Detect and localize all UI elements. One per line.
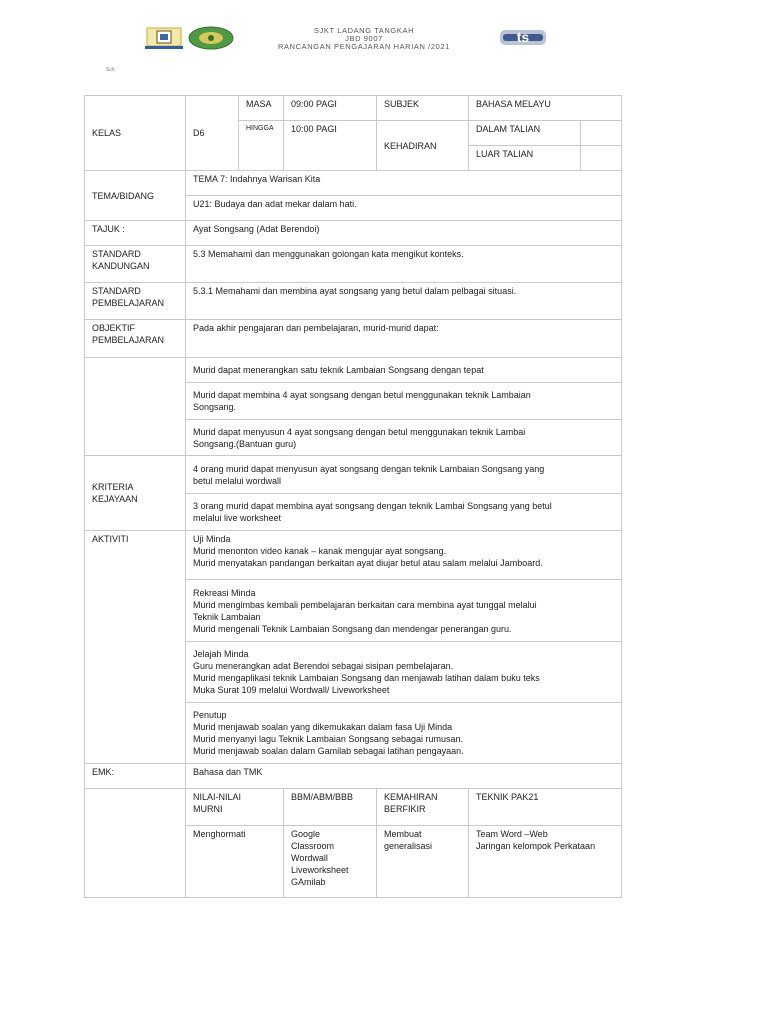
bbm-header: BBM/ABM/BBB: [284, 789, 377, 826]
state-crest-logo: [143, 26, 185, 50]
aktiviti-label: AKTIVITI: [85, 531, 186, 764]
bbm-line: Wordwall: [291, 853, 328, 863]
aktiviti-line: Murid menjawab soalan dalam Gamilab sebagai latihan pengayaan.: [193, 746, 464, 756]
bbm-line: Classroom: [291, 841, 335, 851]
aktiviti-line: Teknik Lambaian: [193, 611, 261, 622]
kriteria-label-line-2: KEJAYAAN: [92, 494, 138, 504]
aktiviti-line: Murid mengaplikasi teknik Lambaian Songsang dan menjawab latihan dalam buku teks: [193, 673, 540, 683]
objektif-spacer: [85, 358, 186, 456]
kriteria-label-line-1: KRITERIA: [92, 482, 134, 492]
sp-label-line-2: PEMBELAJARAN: [92, 298, 165, 308]
sk-label-line-2: KANDUNGAN: [92, 261, 150, 271]
teknik-line: Team Word –Web: [476, 829, 548, 839]
masa-value: 09:00 PAGI: [284, 96, 377, 121]
ministry-emblem-logo: [187, 25, 235, 51]
aktiviti-line: Murid mengimbas kembali pembelajaran berkaitan cara membina ayat tunggal melalui: [193, 599, 537, 610]
corner-mark: Sch: [106, 67, 115, 73]
objektif-label: [85, 320, 186, 358]
ts-logo: [500, 27, 546, 49]
tajuk-value: Ayat Songsang (Adat Berendoi): [186, 221, 622, 246]
aktiviti-section-penutup: [186, 703, 622, 764]
bbm-value: [284, 826, 377, 898]
subjek-value: BAHASA MELAYU: [469, 96, 622, 121]
teknik-pak21-value: [469, 826, 622, 898]
dalam-talian-label: DALAM TALIAN: [469, 121, 581, 146]
luar-talian-cell: [581, 146, 622, 171]
aktiviti-section-rekreasi-minda: [186, 580, 622, 642]
kriteria-item-2-line-2: melalui live worksheet: [193, 513, 282, 523]
standard-kandungan-label: [85, 246, 186, 283]
objektif-item-3-line-2: Songsang.(Bantuan guru): [193, 438, 297, 449]
objektif-item-2-line-1: Murid dapat membina 4 ayat songsang dengan betul menggunakan teknik Lambaian: [193, 390, 531, 400]
kriteria-item: [186, 456, 622, 494]
objektif-label-line-1: OBJEKTIF: [92, 323, 136, 333]
aktiviti-line: Murid menyanyi lagu Teknik Lambaian Songsang sebagai rumusan.: [193, 734, 463, 744]
sk-label-line-1: STANDARD: [92, 249, 141, 259]
objektif-item-2-line-2: Songsang.: [193, 402, 237, 412]
kemahiran-line: Membuat: [384, 829, 422, 839]
teknik-line: Jaringan kelompok Perkataan: [476, 841, 596, 851]
school-code: JBD 9007: [345, 34, 383, 43]
objektif-item: [186, 420, 622, 456]
kemahiran-berfikir-header: [377, 789, 469, 826]
lesson-plan-table: [84, 95, 622, 898]
kemahiran-line: generalisasi: [384, 841, 433, 851]
objektif-item: [186, 383, 622, 420]
kemahiran-berfikir-value: [377, 826, 469, 898]
nilai-murni-header: [186, 789, 284, 826]
kriteria-item-2-line-1: 3 orang murid dapat membina ayat songsang dengan teknik Lambai Songsang yang betul: [193, 501, 552, 511]
dalam-talian-cell: [581, 121, 622, 146]
aktiviti-line: Muka Surat 109 melalui Wordwall/ Liveworksheet: [193, 685, 390, 695]
objektif-label-line-2: PEMBELAJARAN: [92, 335, 165, 345]
emk-value: Bahasa dan TMK: [186, 764, 622, 789]
tajuk-label: TAJUK :: [85, 221, 186, 246]
school-heading: [258, 27, 470, 51]
kriteria-label: [85, 456, 186, 531]
emk-label: EMK:: [85, 764, 186, 789]
aktiviti-line: Murid menonton video kanak – kanak mengujar ayat songsang.: [193, 546, 447, 556]
objektif-item-3-line-1: Murid dapat menyusun 4 ayat songsang dengan betul menggunakan teknik Lambai: [193, 426, 526, 437]
ts-logo-text: ts: [516, 29, 530, 45]
kemahiran-header-line-1: KEMAHIRAN: [384, 792, 438, 802]
luar-talian-label: LUAR TALIAN: [469, 146, 581, 171]
aktiviti-section-title: Rekreasi Minda: [193, 587, 256, 598]
tema-line-1: TEMA 7: Indahnya Warisan Kita: [186, 171, 622, 196]
standard-pembelajaran-value: 5.3.1 Memahami dan membina ayat songsang yang betul dalam pelbagai situasi.: [186, 283, 622, 320]
tema-line-2: U21: Budaya dan adat mekar dalam hati.: [186, 196, 622, 221]
aktiviti-line: Murid menyatakan pandangan berkaitan ayat diujar betul atau salam melalui Jamboard.: [193, 558, 543, 568]
aktiviti-section-title: Uji Minda: [193, 534, 231, 544]
bbm-line: Google: [291, 829, 321, 839]
objektif-intro: Pada akhir pengajaran dan pembelajaran, murid-murid dapat:: [186, 320, 622, 358]
tema-label: TEMA/BIDANG: [85, 171, 186, 221]
kemahiran-header-line-2: BERFIKIR: [384, 804, 426, 814]
kelas-label: KELAS: [85, 96, 186, 171]
objektif-item-1-line-1: Murid dapat menerangkan satu teknik Lambaian Songsang dengan tepat: [193, 365, 484, 375]
aktiviti-section-uji-minda: [186, 531, 622, 580]
kelas-value: D6: [186, 96, 239, 171]
hingga-value: 10:00 PAGI: [284, 121, 377, 171]
bottom-spacer: [85, 789, 186, 898]
standard-pembelajaran-label: [85, 283, 186, 320]
kriteria-item-1-line-2: betul melalui wordwall: [193, 475, 282, 486]
nilai-header-line-2: MURNI: [193, 804, 223, 814]
aktiviti-line: Murid mengenali Teknik Lambaian Songsang dan mendengar penerangan guru.: [193, 623, 512, 634]
bbm-line: GAmilab: [291, 877, 326, 887]
bbm-line: Liveworksheet: [291, 865, 349, 875]
nilai-murni-value: Menghormati: [186, 826, 284, 898]
aktiviti-line: Guru menerangkan adat Berendoi sebagai sisipan pembelajaran.: [193, 661, 454, 671]
sp-label-line-1: STANDARD: [92, 286, 141, 296]
subjek-label: SUBJEK: [377, 96, 469, 121]
standard-kandungan-value: 5.3 Memahami dan menggunakan golongan kata mengikut konteks.: [186, 246, 622, 283]
teknik-pak21-header: TEKNIK PAK21: [469, 789, 622, 826]
kriteria-item-1-line-1: 4 orang murid dapat menyusun ayat songsang dengan teknik Lambaian Songsang yang: [193, 463, 545, 474]
aktiviti-section-title: Penutup: [193, 710, 227, 720]
masa-label: MASA: [239, 96, 284, 121]
nilai-header-line-1: NILAI-NILAI: [193, 792, 242, 802]
objektif-item: [186, 358, 622, 383]
kehadiran-label: KEHADIRAN: [377, 121, 469, 171]
document-header: [0, 20, 768, 73]
school-name: SJKT LADANG TANGKAH: [313, 26, 415, 35]
aktiviti-section-title: Jelajah Minda: [193, 649, 249, 659]
document-title: RANCANGAN PENGAJARAN HARIAN /2021: [278, 42, 450, 51]
hingga-label: HINGGA: [239, 121, 284, 171]
aktiviti-section-jelajah-minda: [186, 642, 622, 703]
kriteria-item: [186, 494, 622, 531]
aktiviti-line: Murid menjawab soalan yang dikemukakan dalam fasa Uji Minda: [193, 722, 453, 732]
